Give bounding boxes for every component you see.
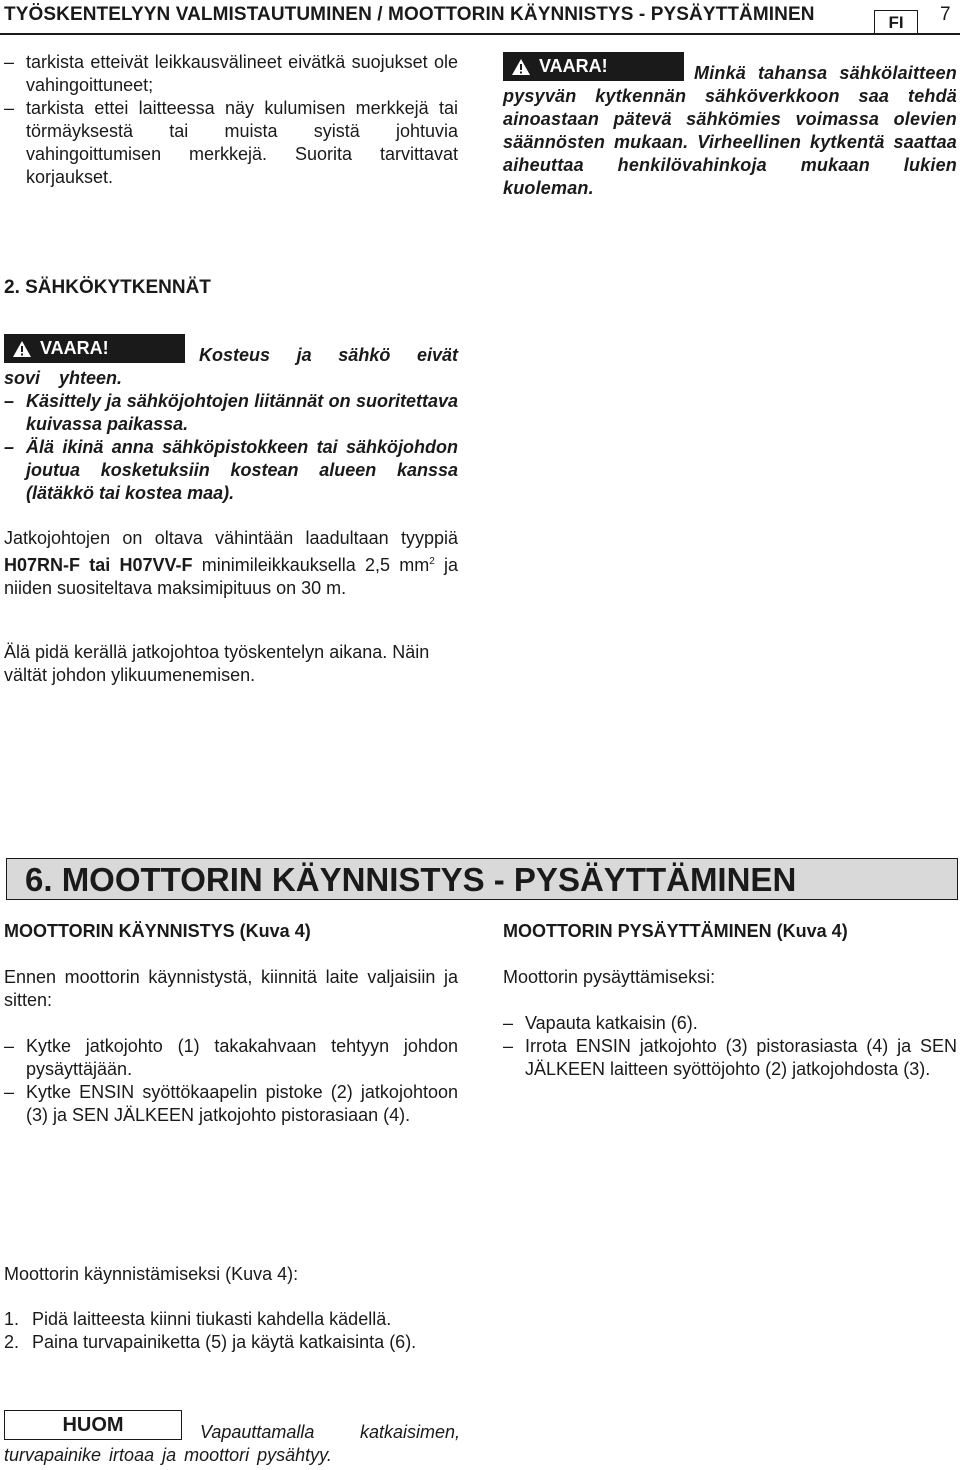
steps-list	[4, 1308, 460, 1354]
note-text: Vapauttamalla katkaisimen, turvapainike irtoaa ja moottori pysähtyy.	[4, 1422, 460, 1465]
page-number: 7	[940, 4, 951, 25]
list-item: 1. Pidä laitteesta kiinni tiukasti kahdella kädellä.	[4, 1309, 392, 1329]
warning-badge: VAARA!	[503, 52, 684, 81]
language-badge: FI	[874, 10, 918, 34]
warning-list	[4, 390, 458, 505]
section-heading-electrical: 2. SÄHKÖKYTKENNÄT	[4, 277, 211, 298]
header-rule	[0, 33, 960, 35]
subheading-start: MOOTTORIN KÄYNNISTYS (Kuva 4)	[4, 921, 311, 941]
warning-text: Kosteus ja sähkö eivät sovi yhteen.	[4, 345, 458, 388]
warning-badge: VAARA!	[4, 334, 185, 363]
list-item: – tarkista ettei laitteessa näy kulumisen merkkejä tai törmäyksestä tai muista syistä johtuvia vahingoittumisen merkkejä. Suorita tarvittavat korjaukset.	[4, 98, 458, 187]
extension-cord-note: Älä pidä kerällä jatkojohtoa työskentelyn aikana. Näin vältät johdon ylikuumenemisen.	[4, 642, 430, 685]
starting-steps	[4, 1263, 460, 1354]
warning-moisture	[4, 334, 458, 505]
list-item: – Käsittely ja sähköjohtojen liitännät on suoritettava kuivassa paikassa.	[4, 391, 458, 434]
page-title: TYÖSKENTELYYN VALMISTAUTUMINEN / MOOTTORIN KÄYNNISTYS - PYSÄYTTÄMINEN	[4, 4, 815, 25]
start-list	[4, 1035, 458, 1127]
stop-list	[503, 1012, 957, 1081]
list-item: – Irrota ENSIN jatkojohto (3) pistorasiasta (4) ja SEN JÄLKEEN laitteen syöttöjohto (2) jatkojohdosta (3).	[503, 1036, 957, 1079]
list-item: – Kytke ENSIN syöttökaapelin pistoke (2) jatkojohtoon (3) ja SEN JÄLKEEN jatkojohto pistorasiaan (4).	[4, 1082, 458, 1125]
warning-electrical-connection	[503, 52, 957, 200]
warning-text: Minkä tahansa sähkölaitteen pysyvän kytkennän sähköverkkoon saa tehdä ainoastaan pätevä sähkömies voimassa olevien säännösten mukaan. Virheellinen kytkentä saattaa aiheuttaa henkilövahinkoja mukaan lukien kuoleman.	[503, 63, 957, 198]
list-item: – Älä ikinä anna sähköpistokkeen tai sähköjohdon joutua kosketuksiin kostean alueen kanssa (lätäkkö tai kostea maa).	[4, 437, 458, 503]
warning-triangle-icon	[511, 58, 531, 76]
list-item: 2. Paina turvapainiketta (5) ja käytä katkaisinta (6).	[4, 1332, 417, 1352]
engine-start-column	[4, 920, 458, 1127]
list-item: – Vapauta katkaisin (6).	[503, 1013, 698, 1033]
stop-intro: Moottorin pysäyttämiseksi:	[503, 967, 716, 987]
engine-stop-column	[503, 920, 957, 1081]
list-item: – Kytke jatkojohto (1) takakahvaan tehtyyn johdon pysäyttäjään.	[4, 1036, 458, 1079]
page-header	[4, 4, 956, 32]
steps-intro: Moottorin käynnistämiseksi (Kuva 4):	[4, 1264, 299, 1284]
extension-cord-paragraph: Jatkojohtojen on oltava vähintään laadultaan tyyppiä H07RN-F tai H07VV-F minimileikkauksella 2,5 $mm^2$ ja niiden suositeltava maksimipituus on 30 m.	[4, 528, 458, 598]
section-heading-engine: 6. MOOTTORIN KÄYNNISTYS - PYSÄYTTÄMINEN	[6, 858, 958, 900]
start-intro: Ennen moottorin käynnistystä, kiinnitä laite valjaisiin ja sitten:	[4, 967, 458, 1010]
warning-triangle-icon	[12, 340, 32, 358]
list-item: – tarkista etteivät leikkausvälineet eivätkä suojukset ole vahingoittuneet;	[4, 52, 458, 95]
intro-list	[4, 51, 458, 189]
subheading-stop: MOOTTORIN PYSÄYTTÄMINEN (Kuva 4)	[503, 921, 848, 941]
note-badge: HUOM	[4, 1410, 182, 1440]
